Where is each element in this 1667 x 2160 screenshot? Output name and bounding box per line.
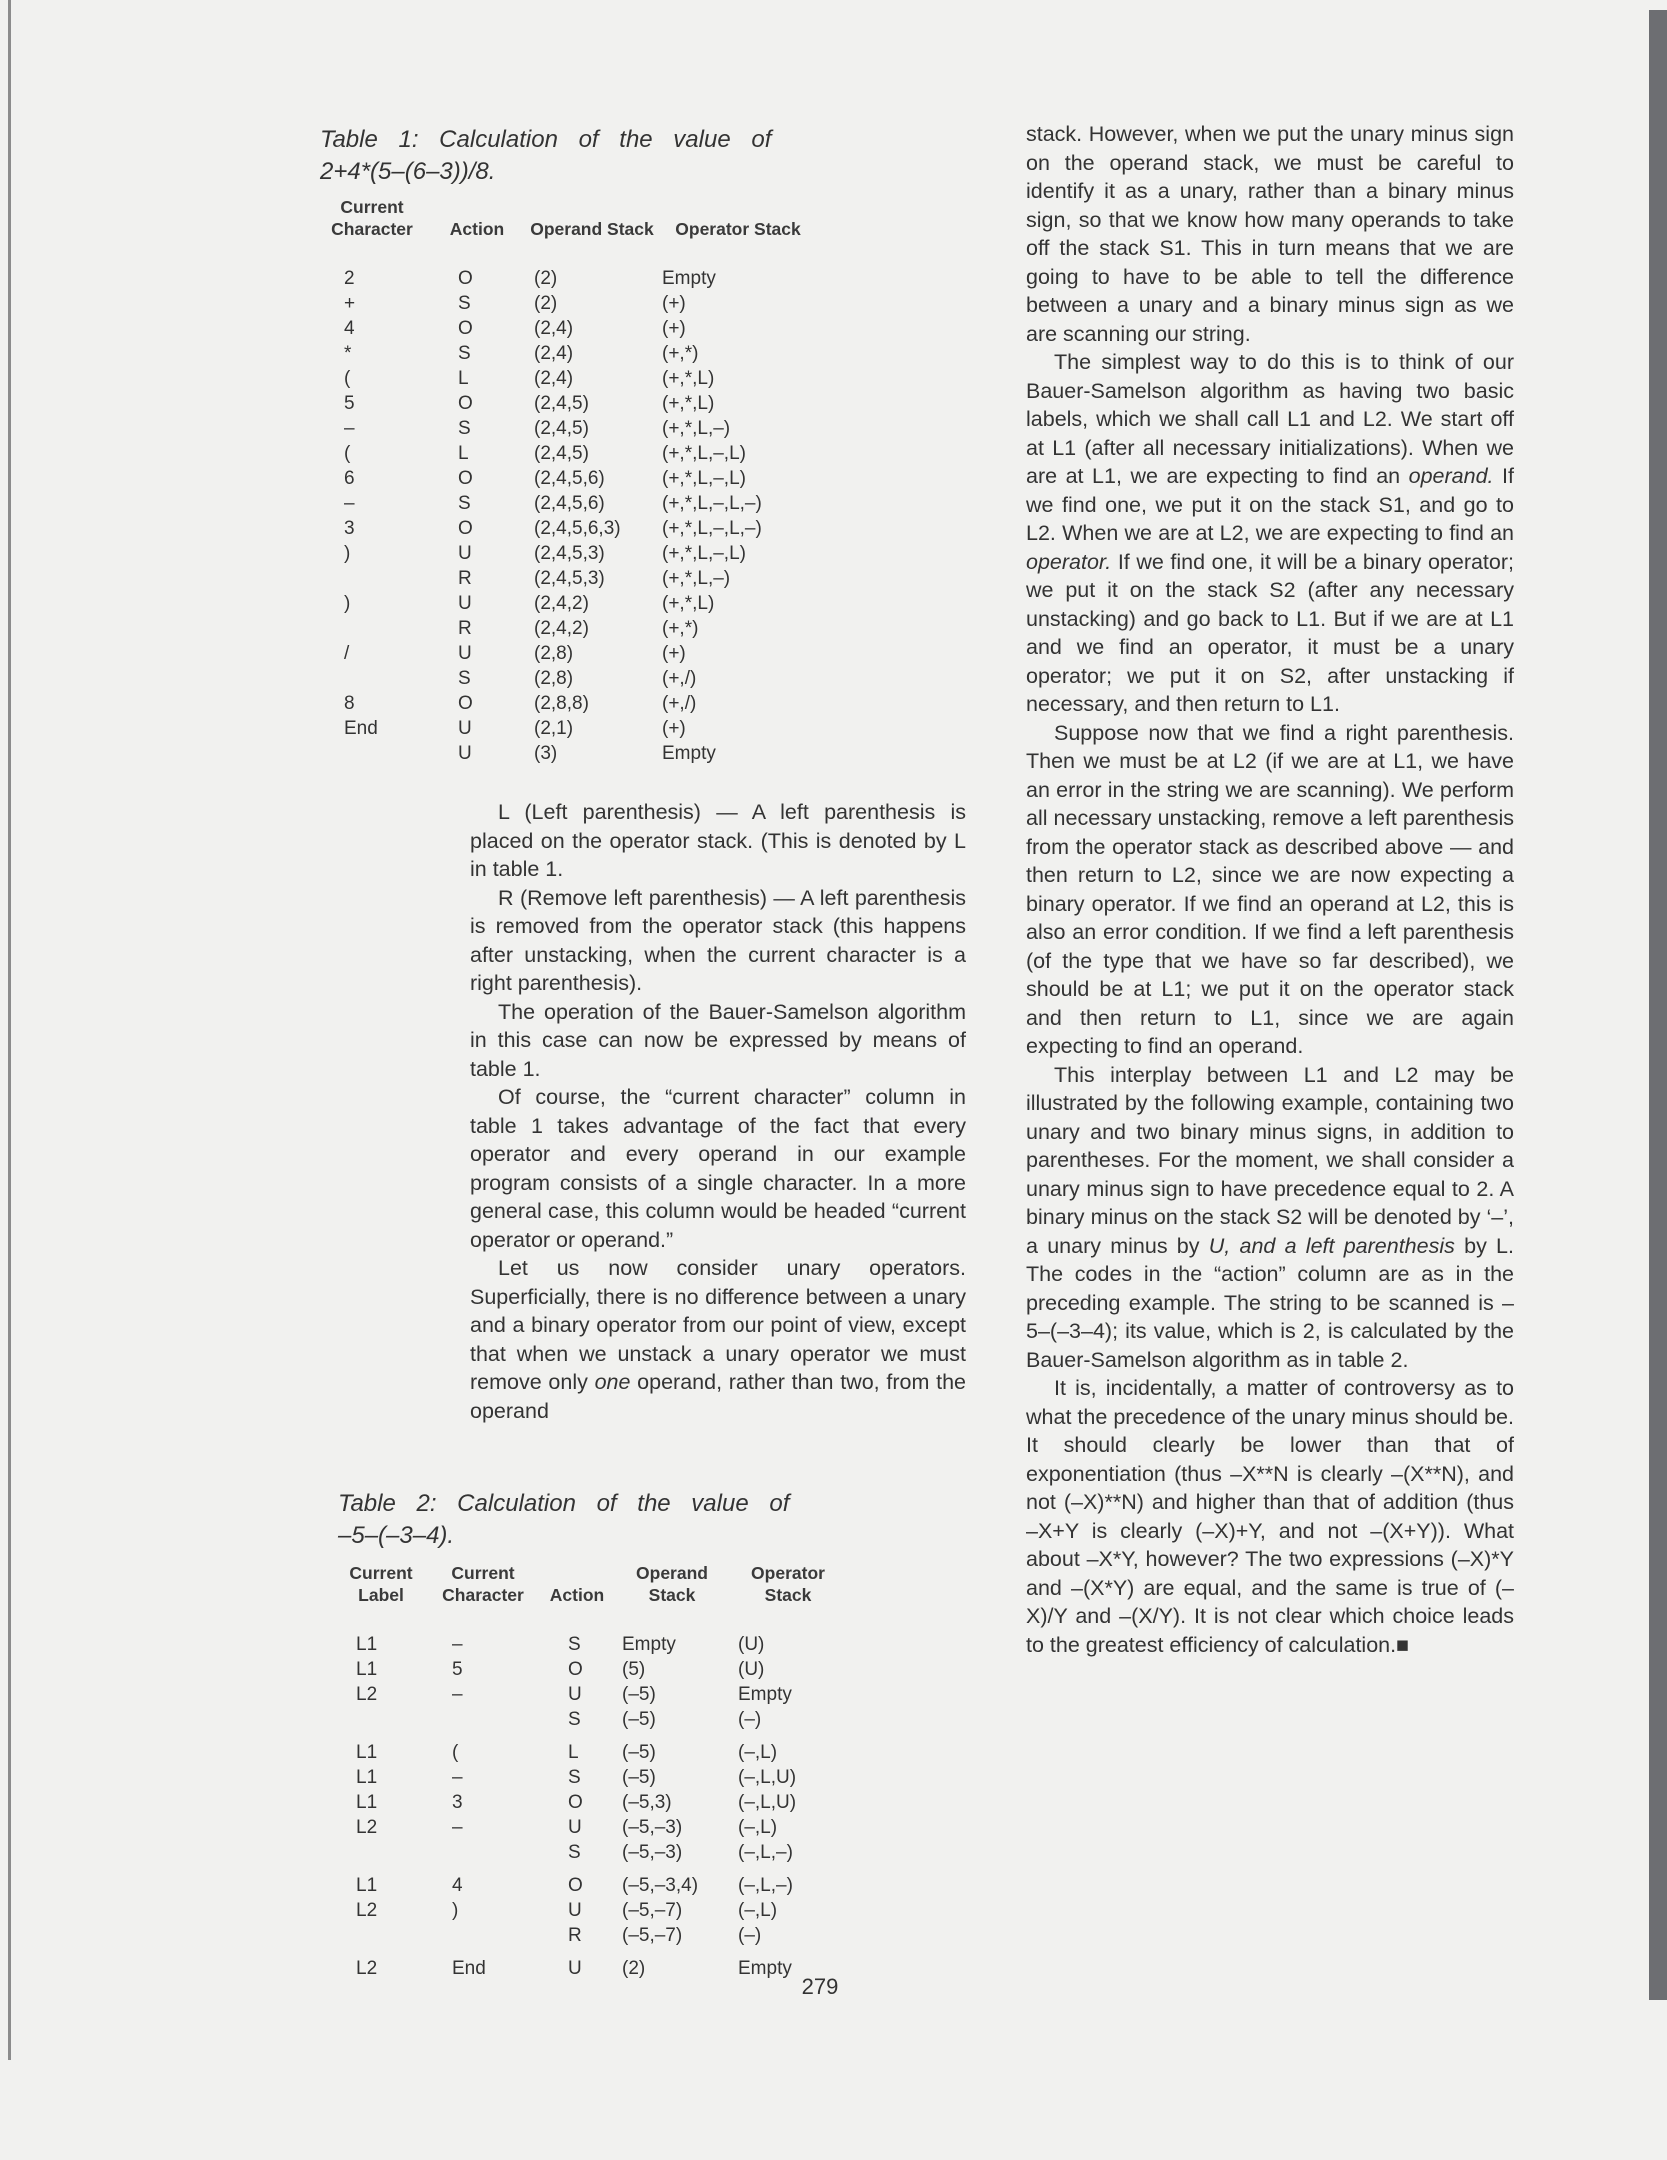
table-cell: O	[568, 1875, 583, 1896]
table-cell: U	[458, 643, 472, 664]
table-cell: S	[458, 493, 471, 514]
table-row	[316, 441, 818, 466]
table2-caption	[338, 1488, 838, 1552]
table-cell: (–5,–3)	[622, 1842, 683, 1863]
table-row	[316, 691, 818, 716]
table-cell	[428, 1840, 538, 1865]
table-cell: (2,4,5,3)	[534, 543, 605, 564]
table-row	[316, 591, 818, 616]
table-cell: )	[344, 543, 351, 564]
table-cell: (2,4,5,6)	[534, 493, 605, 514]
paragraph: Of course, the “current character” column in table 1 takes advantage of the fact that every operator and every operand in our example program consists of a single character. In a more general case, this column would be headed “current operator or operand.”	[470, 1085, 966, 1252]
table-cell: –	[344, 418, 355, 439]
table-cell: (+,/)	[662, 668, 697, 689]
table-cell: (–,L)	[738, 1742, 778, 1763]
table-cell: (2,8,8)	[534, 693, 589, 714]
table-row	[316, 716, 818, 741]
table-cell: Empty	[738, 1958, 792, 1979]
table-cell: (2,4)	[534, 318, 574, 339]
table-cell: (2,4,2)	[534, 618, 589, 639]
text-run: If we find one, it will be a binary operator; we put it on the stack S2 (after any necessary unstacking) and go back to L1. But if we are at L1 and we find an operator, it must be a unary operator; we put it on S2, after unstacking if necessary, and then return to L1.	[1026, 549, 1514, 716]
table-cell	[316, 566, 428, 591]
table-cell: (–,L,U)	[738, 1767, 797, 1788]
table-cell: (2,4,5)	[534, 393, 589, 414]
table-cell: (5)	[622, 1659, 646, 1680]
table-cell: (–5)	[622, 1709, 656, 1730]
table-cell: (+)	[662, 718, 686, 739]
table-cell: U	[568, 1958, 582, 1979]
table-cell: (–,L,–)	[738, 1842, 793, 1863]
table-cell: (2,4,2)	[534, 593, 589, 614]
table-cell: (–5,3)	[622, 1792, 672, 1813]
table-cell: –	[344, 493, 355, 514]
table-cell: (+,*,L,–,L,–)	[662, 493, 762, 514]
table-cell: (U)	[738, 1659, 765, 1680]
table1-caption-line2: 2+4*(5–(6–3))/8.	[320, 158, 496, 185]
table-cell: U	[568, 1900, 582, 1921]
table-cell: O	[568, 1659, 583, 1680]
table-cell: U	[458, 593, 472, 614]
emphasis: one	[594, 1370, 631, 1394]
paragraph: The operation of the Bauer-Samelson algorithm in this case can now be expressed by means of table 1.	[470, 999, 966, 1081]
table-cell	[428, 1923, 538, 1948]
paragraph: L (Left parenthesis) — A left parenthesis is placed on the operator stack. (This is denoted by L in table 1.	[470, 800, 966, 881]
table-cell: 8	[344, 693, 355, 714]
table-cell: (–5)	[622, 1767, 656, 1788]
text-run: If we find one, we put it on the stack S1, and go to L2. When we are at L2, we are expecting to find an	[1026, 464, 1514, 545]
column-header: Current Label	[349, 1563, 413, 1605]
table-row	[316, 266, 818, 291]
table-cell: R	[458, 618, 472, 639]
text-run: This interplay between L1 and L2 may be illustrated by the following example, containing two unary and two binary minus signs, in addition to parentheses. For the moment, we shall consider a unary minus sign to have precedence equal to 2. A binary minus on the stack S2 will be denoted by ‘–’, a unary minus by	[1026, 1062, 1514, 1258]
table-cell: (U)	[738, 1634, 765, 1655]
table-row	[316, 566, 818, 591]
table-cell: (+)	[662, 318, 686, 339]
text-run: by L. The codes in the “action” column are as in the preceding example. The string to be scanned is –5–(–3–4); its value, which is 2, is calculated by the Bauer-Samelson algorithm as in table 2.	[1026, 1233, 1514, 1372]
table-row	[316, 316, 818, 341]
paragraph: stack. However, when we put the unary minus sign on the operand stack, we must be careful to identify it as a unary, rather than a binary minus sign, so that we know how many operands to take off the stack S1. This in turn means that we are going to have to be able to tell the difference between a unary and a binary minus sign as we are scanning our string.	[1026, 122, 1514, 346]
table-cell: (–)	[738, 1709, 762, 1730]
right-column-text	[1026, 120, 1514, 1659]
table-row	[316, 516, 818, 541]
emphasis: U, and a left parenthesis	[1208, 1233, 1455, 1258]
table-row	[334, 1898, 848, 1923]
table-row	[334, 1682, 848, 1707]
table-cell: L1	[356, 1634, 378, 1655]
table-cell: (2)	[534, 268, 558, 289]
table-cell: S	[568, 1634, 581, 1655]
table-cell: (2,4,5)	[534, 418, 589, 439]
table-cell: L1	[356, 1792, 378, 1813]
table-row	[334, 1948, 848, 1981]
table-cell: 6	[344, 468, 355, 489]
table-cell: +	[344, 293, 356, 314]
table-cell: (+,*)	[662, 618, 699, 639]
table-cell: O	[458, 318, 473, 339]
table-cell: (–,L,–)	[738, 1875, 793, 1896]
middle-column-text	[470, 798, 966, 1425]
table-row	[316, 741, 818, 766]
table1-caption	[320, 124, 820, 188]
table-cell: O	[568, 1792, 583, 1813]
table-row	[316, 616, 818, 641]
table-cell: L	[568, 1742, 579, 1763]
paragraph	[470, 1254, 966, 1425]
page-edge-left	[8, 0, 11, 2060]
table-cell: (–5,–3,4)	[622, 1875, 699, 1896]
table-cell: O	[458, 468, 473, 489]
table-cell: (2,4,5,6,3)	[534, 518, 621, 539]
table1	[316, 196, 818, 766]
table-cell: /	[344, 643, 350, 664]
table-cell: Empty	[622, 1634, 676, 1655]
table-cell: 3	[344, 518, 355, 539]
table-cell: (2,4,5)	[534, 443, 589, 464]
table-cell: (2,1)	[534, 718, 574, 739]
table-cell: L1	[356, 1767, 378, 1788]
text-run: operand, rather than two, from the operand	[470, 1370, 966, 1423]
table-row	[334, 1790, 848, 1815]
table-cell	[334, 1840, 428, 1865]
table-cell: (+,*,L)	[662, 593, 715, 614]
table-cell: (–5)	[622, 1684, 656, 1705]
table-row	[334, 1765, 848, 1790]
table-cell: (–,L)	[738, 1817, 778, 1838]
table2-caption-line2: –5–(–3–4).	[338, 1522, 455, 1549]
table-cell: (–)	[738, 1925, 762, 1946]
table-cell: S	[568, 1842, 581, 1863]
table-cell: (+,*,L,–,L)	[662, 443, 746, 464]
table-cell: U	[458, 743, 472, 764]
table-cell: R	[458, 568, 472, 589]
table-cell: Empty	[662, 268, 716, 289]
table-row	[334, 1657, 848, 1682]
table-cell: (+)	[662, 293, 686, 314]
table-cell: O	[458, 268, 473, 289]
table-cell: (2,4,5,6)	[534, 468, 605, 489]
table-cell: S	[458, 343, 471, 364]
text-run: Let us now consider unary operators. Superficially, there is no difference between a unary and a binary operator from our point of view, except that when we unstack a unary operator we must remove only	[470, 1256, 966, 1394]
table-cell: End	[452, 1958, 486, 1979]
table-cell: (–,L)	[738, 1900, 778, 1921]
paragraph: It is, incidentally, a matter of controversy as to what the precedence of the unary minus should be. It should clearly be lower than that of exponentiation (thus –X**N is clearly –(X**N), and not (–X)**N) and higher than that of addition (thus –X+Y is clearly (–X)+Y, and not –(X+Y)). What about –X*Y, however? The two expressions (–X)*Y and –(X*Y) are equal, and the same is true of (–X)/Y and –(X/Y). It is not clear which choice leads to the greatest efficiency of calculation.■	[1026, 1376, 1514, 1657]
table-cell: )	[452, 1900, 459, 1921]
table-cell: L	[458, 443, 469, 464]
table-cell: L2	[356, 1817, 378, 1838]
table-cell: S	[568, 1767, 581, 1788]
table-cell: L1	[356, 1875, 378, 1896]
table-cell	[334, 1707, 428, 1732]
table-cell: (+,/)	[662, 693, 697, 714]
table-cell: 5	[452, 1659, 463, 1680]
table-cell: (2,4)	[534, 343, 574, 364]
table-cell: (	[452, 1742, 459, 1763]
column-header: Current Character	[331, 197, 413, 239]
page-edge-right	[1649, 10, 1667, 2000]
table-cell: U	[458, 543, 472, 564]
table-row	[316, 341, 818, 366]
table-cell: (+,*,L,–,L,–)	[662, 518, 762, 539]
column-header: Operand Stack	[636, 1563, 708, 1605]
table-cell: Empty	[662, 743, 716, 764]
table-cell: (	[344, 368, 351, 389]
table-cell: L2	[356, 1958, 378, 1979]
table-cell: (+,*,L)	[662, 368, 715, 389]
table-cell: L1	[356, 1742, 378, 1763]
table-cell: (+,*)	[662, 343, 699, 364]
table-cell: 2	[344, 268, 355, 289]
paragraph	[1026, 348, 1514, 719]
table-row	[316, 541, 818, 566]
page-number: 279	[801, 1974, 839, 1999]
table-cell: (+,*,L,–,L)	[662, 543, 746, 564]
table-row	[316, 466, 818, 491]
table-cell	[334, 1923, 428, 1948]
table-cell: (+)	[662, 643, 686, 664]
table-row	[316, 391, 818, 416]
table-cell: L2	[356, 1900, 378, 1921]
paragraph: Suppose now that we find a right parenthesis. Then we must be at L2 (if we are at L1, we have an error in the string we are scanning). We perform all necessary unstacking, remove a left parenthesis from the operator stack as described above — and then return to L2, since we are now expecting a binary operator. If we find an operand at L2, this is also an error condition. If we find a left parenthesis (of the type that we have so far described), we should be at L1; we put it on the operator stack and then return to L1, since we are again expecting to find an operand.	[1026, 720, 1514, 1058]
table-cell: (	[344, 443, 351, 464]
table-cell: (2)	[622, 1958, 646, 1979]
table-cell: (–5,–7)	[622, 1900, 683, 1921]
table-cell: (2,4,5,3)	[534, 568, 605, 589]
table-cell: O	[458, 693, 473, 714]
table-cell: L2	[356, 1684, 378, 1705]
table-cell: *	[344, 343, 352, 364]
table-cell: U	[568, 1684, 582, 1705]
column-header: Operand Stack	[530, 219, 654, 239]
table-cell: (+,*,L,–)	[662, 418, 731, 439]
table-row	[316, 666, 818, 691]
table-row	[334, 1840, 848, 1865]
table-row	[334, 1732, 848, 1765]
table-cell	[316, 741, 428, 766]
table-cell: 5	[344, 393, 355, 414]
paragraph	[1026, 1061, 1514, 1375]
table-cell: O	[458, 518, 473, 539]
table-cell: O	[458, 393, 473, 414]
table-cell: (+,*,L,–)	[662, 568, 731, 589]
table-cell: U	[568, 1817, 582, 1838]
table-cell: (2,8)	[534, 643, 574, 664]
table-row	[316, 641, 818, 666]
column-header: Current Character	[442, 1563, 524, 1605]
table-row	[316, 491, 818, 516]
table-row	[334, 1632, 848, 1657]
table-cell: (3)	[534, 743, 558, 764]
table-cell: –	[452, 1634, 463, 1655]
table-cell: R	[568, 1925, 582, 1946]
column-header: Operator Stack	[751, 1563, 825, 1605]
column-header: Action	[549, 1585, 605, 1605]
table-cell: (2)	[534, 293, 558, 314]
table-cell: –	[452, 1817, 463, 1838]
table-cell: –	[452, 1684, 463, 1705]
table-cell: Empty	[738, 1684, 792, 1705]
table-cell: (2,8)	[534, 668, 574, 689]
table-row	[316, 416, 818, 441]
table-cell: End	[344, 718, 378, 739]
table-cell: S	[458, 418, 471, 439]
table-cell	[316, 616, 428, 641]
table-cell	[316, 666, 428, 691]
column-header: Action	[449, 219, 505, 239]
table-cell: (2,4)	[534, 368, 574, 389]
table-cell: 4	[344, 318, 355, 339]
table-cell: S	[568, 1709, 581, 1730]
table2	[334, 1562, 848, 1981]
table-row	[316, 366, 818, 391]
table-cell: U	[458, 718, 472, 739]
table-cell: S	[458, 668, 471, 689]
table-cell: (+,*,L)	[662, 393, 715, 414]
table-row	[334, 1923, 848, 1948]
table-cell: )	[344, 593, 351, 614]
table1-caption-line1: Table 1: Calculation of the value of	[320, 126, 772, 153]
table-cell: S	[458, 293, 471, 314]
table-cell: L1	[356, 1659, 378, 1680]
table2-caption-line1: Table 2: Calculation of the value of	[338, 1490, 790, 1517]
table-cell: 3	[452, 1792, 463, 1813]
table-cell: (–5,–7)	[622, 1925, 683, 1946]
table-row	[334, 1707, 848, 1732]
table-row	[334, 1815, 848, 1840]
table-cell: 4	[452, 1875, 463, 1896]
table-cell: (+,*,L,–,L)	[662, 468, 746, 489]
table-cell: (–5,–3)	[622, 1817, 683, 1838]
text-run: The simplest way to do this is to think of our Bauer-Samelson algorithm as having two basic labels, which we shall call L1 and L2. We start off at L1 (after all necessary initializations). When we are at L1, we are expecting to find an	[1026, 350, 1514, 488]
table-cell: (–,L,U)	[738, 1792, 797, 1813]
emphasis: operand.	[1408, 464, 1494, 488]
paragraph: R (Remove left parenthesis) — A left parenthesis is removed from the operator stack (this happens after unstacking, when the current character is a right parenthesis).	[470, 885, 966, 995]
emphasis: operator.	[1026, 549, 1112, 574]
table-row	[316, 291, 818, 316]
table-cell: (–5)	[622, 1742, 656, 1763]
table-cell: –	[452, 1767, 463, 1788]
table-cell: L	[458, 368, 469, 389]
table-cell	[428, 1707, 538, 1732]
column-header: Operator Stack	[675, 219, 801, 239]
table-row	[334, 1865, 848, 1898]
